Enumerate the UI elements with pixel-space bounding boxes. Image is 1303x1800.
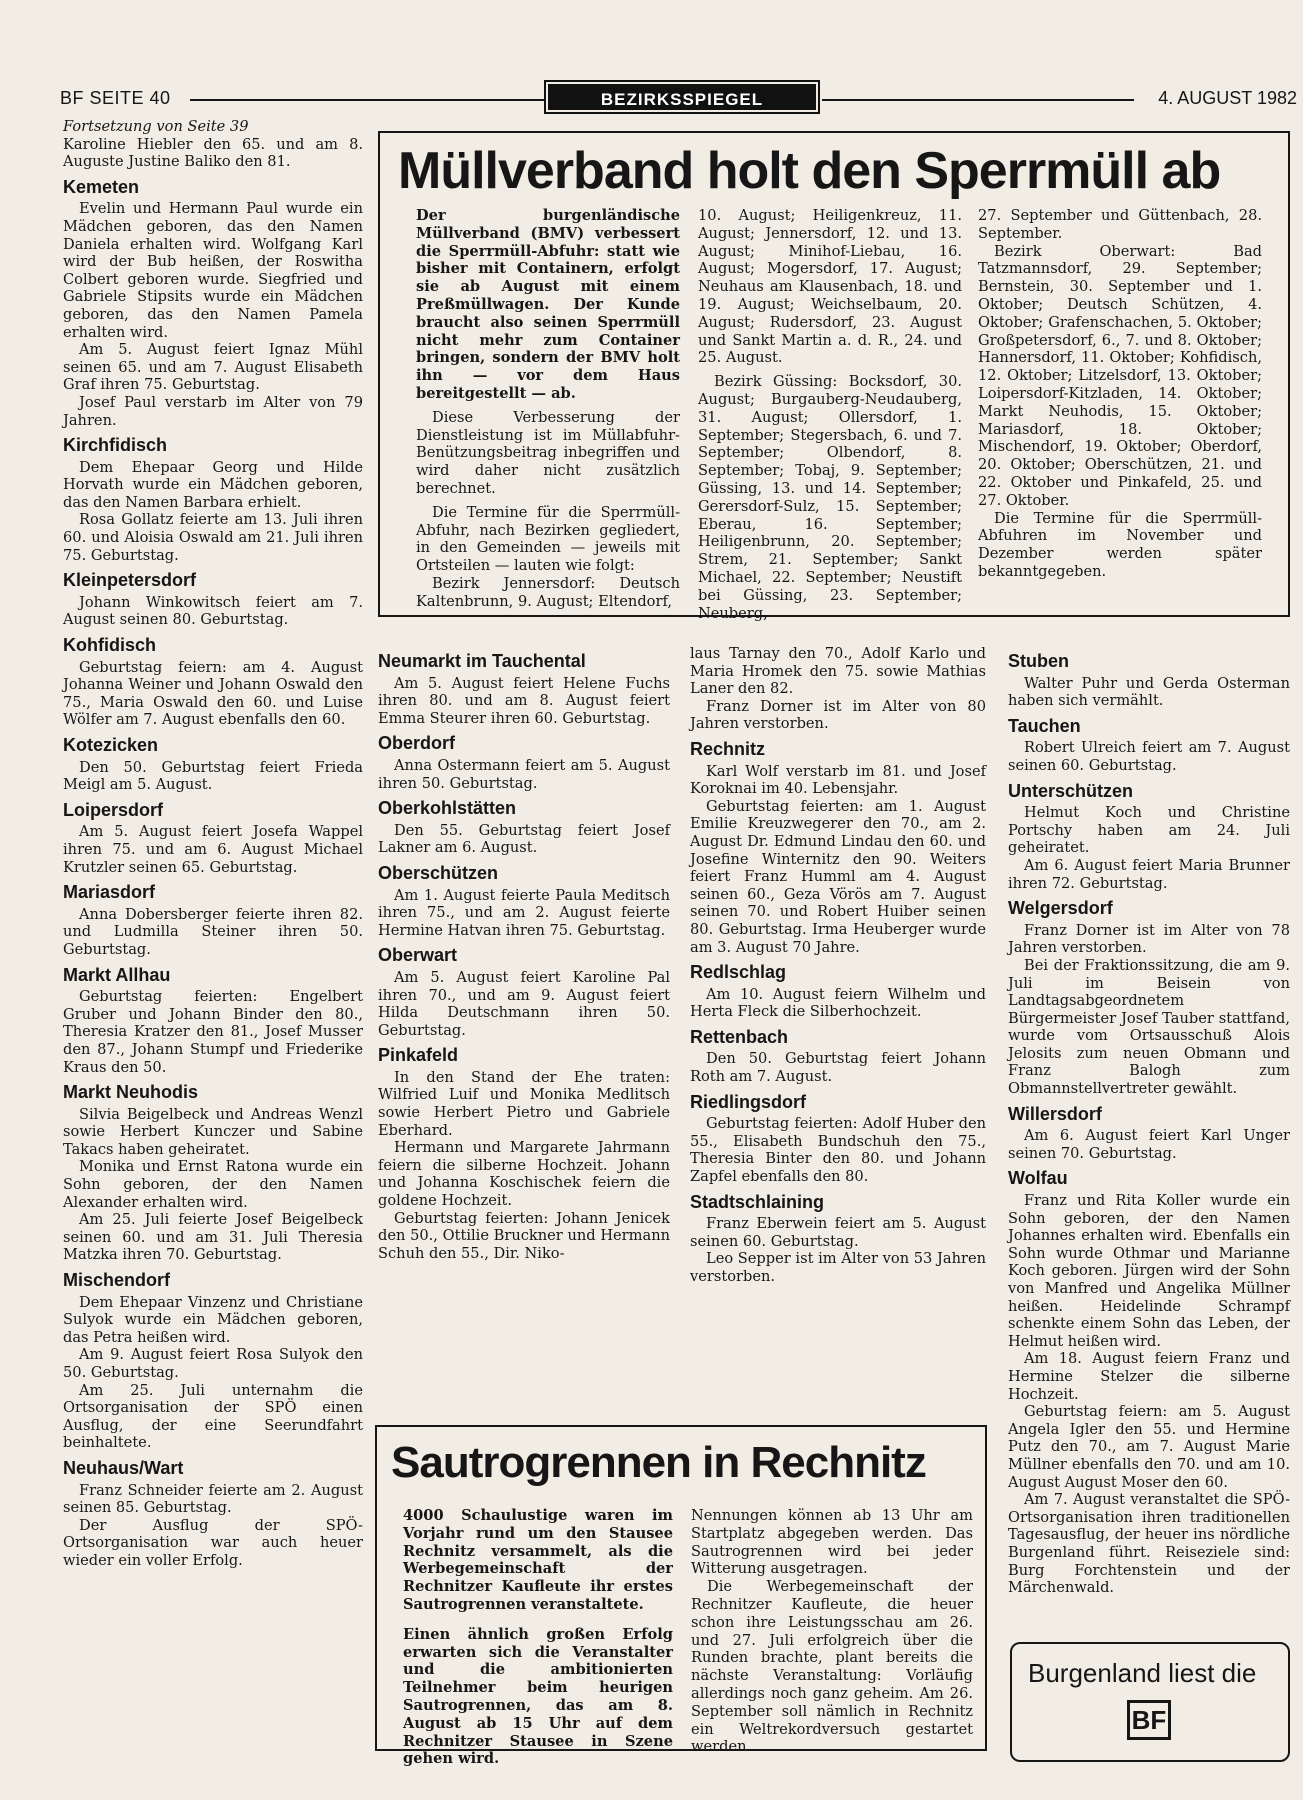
section-badge: BEZIRKSSPIEGEL	[548, 84, 816, 110]
section-heading-loipersdorf: Loipersdorf	[63, 799, 164, 820]
box1-lead: Der burgenländische Müllverband (BMV) verbessert die Sperrmüll-Abfuhr: statt wie bisher mit Containern, erfolgt sie ab August mit einem Preßmüllwagen. Der Kunde braucht also seinen Sperrmüll nicht mehr zum Container bringen, sondern der BMV holt ihn — vor dem Haus bereitgestellt — ab.	[416, 207, 680, 402]
box1-paragraph: Bezirk Jennersdorf: Deutsch Kaltenbrunn, 9. August; Eltendorf,	[416, 574, 680, 610]
section-paragraph: Dem Ehepaar Georg und Hilde Horvath wurde ein Mädchen geboren, das den Namen Barbara erhielt.	[63, 458, 363, 511]
section-paragraph: Geburtstag feierten: am 1. August Emilie Kreuzwegerer den 70., am 2. August Dr. Edmund Lindau den 60. und Josefine Winternitz den 90. Weiters feiert Franz Humml am 4. August seinen 60., Geza Vörös am 7. August seinen 70. und Robert Huiber seinen 80. Geburtstag. Irma Heuberger wurde am 3. August 70 Jahre.	[690, 797, 986, 956]
section-paragraph: Den 50. Geburtstag feiert Frieda Meigl am 5. August.	[63, 758, 363, 794]
section-heading-oberschuetzen: Oberschützen	[378, 862, 499, 883]
column-intro: laus Tarnay den 70., Adolf Karlo und Maria Hromek den 75. sowie Mathias Laner den 82.	[690, 645, 986, 698]
section-paragraph: Geburtstag feierten: Johann Jenicek den 50., Ottilie Bruckner und Hermann Schuh den 55., Dir. Niko-	[378, 1209, 670, 1262]
section-heading-markt-neuhodis: Markt Neuhodis	[63, 1082, 199, 1103]
continuation-note: Fortsetzung von Seite 39	[63, 118, 249, 135]
section-paragraph: Johann Winkowitsch feiert am 7. August seinen 80. Geburtstag.	[63, 593, 363, 629]
section-heading-redlschlag: Redlschlag	[690, 962, 787, 983]
section-heading-wolfau: Wolfau	[1008, 1168, 1068, 1189]
section-paragraph: Dem Ehepaar Vinzenz und Christiane Sulyok wurde ein Mädchen geboren, das Petra heißen wird.	[63, 1293, 363, 1346]
section-heading-oberwart: Oberwart	[378, 945, 458, 966]
section-paragraph: Den 50. Geburtstag feiert Johann Roth am 7. August.	[690, 1050, 986, 1086]
section-paragraph: Anna Dobersberger feierte ihren 82. und Ludmilla Steiner ihren 50. Geburtstag.	[63, 905, 363, 958]
section-paragraph: Anna Ostermann feiert am 5. August ihren 50. Geburtstag.	[378, 756, 670, 792]
section-heading-stadtschlaining: Stadtschlaining	[690, 1191, 825, 1212]
section-heading-kotezicken: Kotezicken	[63, 735, 159, 755]
section-paragraph: Der Ausflug der SPÖ-Ortsorganisation war auch heuer wieder ein voller Erfolg.	[63, 1516, 363, 1569]
header-rule-left	[190, 99, 545, 101]
section-paragraph: Am 7. August veranstaltet die SPÖ-Ortsorganisation ihren traditionellen Tagesausflug, der heuer ins nördliche Burgenland führt. Reiseziele sind: Burg Forchtenstein und der Märchenwald.	[1008, 1491, 1290, 1597]
section-paragraph: Am 25. Juli unternahm die Ortsorganisation der SPÖ einen Ausflug, der eine Seerundfahrt beinhaltete.	[63, 1381, 363, 1452]
section-paragraph: Evelin und Hermann Paul wurde ein Mädchen geboren, das den Namen Daniela erhalten wird. Wolfgang Karl wird der Bub heißen, der Roswitha Colbert geboren wurde. Siegfried und Gabriele Stipsits wurde ein Mädchen geboren, das den Namen Pamela erhalten wird.	[63, 200, 363, 341]
section-heading-pinkafeld: Pinkafeld	[378, 1045, 459, 1066]
box1-paragraph: Die Termine für die Sperrmüll-Abfuhr, nach Bezirken gegliedert, in den Gemeinden — jeweils mit Ortsteilen — lauten wie folgt:	[416, 503, 680, 575]
section-heading-neuhaus-wart: Neuhaus/Wart	[63, 1457, 184, 1478]
box1-paragraph: 27. September und Güttenbach, 28. September.	[978, 207, 1262, 242]
section-paragraph: Franz Schneider feierte am 2. August seinen 85. Geburtstag.	[63, 1481, 363, 1517]
section-paragraph: Geburtstag feiern: am 4. August Johanna Weiner und Johann Oswald den 75., Maria Oswald den 60. und Luise Wölfer am 7. August ebenfalls den 60.	[63, 658, 363, 729]
section-heading-mischendorf: Mischendorf	[63, 1270, 171, 1291]
section-heading-oberkohlstaetten: Oberkohlstätten	[378, 798, 517, 819]
column-intro: Franz Dorner ist im Alter von 80 Jahren verstorben.	[690, 697, 986, 733]
section-paragraph: Am 6. August feiert Maria Brunner ihren 72. Geburtstag.	[1008, 856, 1290, 892]
section-paragraph: Am 5. August feiert Helene Fuchs ihren 80. und am 8. August feiert Emma Steurer ihren 60. Geburtstag.	[378, 674, 670, 727]
column-3	[690, 645, 986, 1286]
box1-paragraph: Die Termine für die Sperrmüll-Abfuhren im November und Dezember werden später bekanntgegeben.	[978, 509, 1262, 580]
section-heading-tauchen: Tauchen	[1008, 715, 1081, 736]
section-heading-markt-allhau: Markt Allhau	[63, 964, 171, 985]
box1-column-3	[978, 207, 1262, 581]
header-rule-right	[822, 99, 1134, 101]
section-heading-riedlingsdorf: Riedlingsdorf	[690, 1091, 806, 1112]
box2-lead: Einen ähnlich großen Erfolg erwarten sich die Veranstalter und die ambitionierten Teilnehmer beim heurigen Sautrogrennen, das am 8. August ab 15 Uhr auf dem Rechnitzer Stausee in Szene gehen wird.	[403, 1625, 673, 1768]
section-heading-neumarkt-im-tauchental: Neumarkt im Tauchental	[378, 651, 586, 671]
section-paragraph: Hermann und Margarete Jahrmann feiern die silberne Hochzeit. Johann und Johanna Koschischek feiern die goldene Hochzeit.	[378, 1139, 670, 1210]
box2-lead: 4000 Schaulustige waren im Vorjahr rund um den Stausee Rechnitz versammelt, als die Werbegemeinschaft der Rechnitzer Kaufleute ihr erstes Sautrogrennen veranstaltete.	[403, 1507, 673, 1613]
box1-column-2	[698, 207, 962, 622]
section-paragraph: Leo Sepper ist im Alter von 53 Jahren verstorben.	[690, 1250, 986, 1285]
section-heading-kohfidisch: Kohfidisch	[63, 635, 156, 656]
section-paragraph: Franz Eberwein feiert am 5. August seinen 60. Geburtstag.	[690, 1215, 986, 1250]
article-box-sautrogrennen	[375, 1425, 987, 1768]
section-paragraph: Robert Ulreich feiert am 7. August seinen 60. Geburtstag.	[1008, 739, 1290, 774]
box2-column-2	[691, 1507, 973, 1756]
column-1	[63, 118, 363, 1570]
section-paragraph: Am 5. August feiert Karoline Pal ihren 70., und am 9. August feiert Hilda Deutschmann ihren 50. Geburtstag.	[378, 968, 670, 1039]
section-paragraph: Silvia Beigelbeck und Andreas Wenzl sowie Herbert Kunczer und Sabine Takacs haben geheiratet.	[63, 1105, 363, 1158]
headline-muellverband: Müllverband holt den Sperrmüll ab	[398, 142, 1221, 200]
issue-date: 4. AUGUST 1982	[1158, 88, 1297, 108]
promo-box	[1010, 1642, 1290, 1762]
section-heading-kirchfidisch: Kirchfidisch	[63, 435, 168, 456]
section-paragraph: Am 5. August feiert Ignaz Mühl seinen 65. und am 7. August Elisabeth Graf ihren 75. Geburtstag.	[63, 341, 363, 394]
section-paragraph: Am 25. Juli feierte Josef Beigelbeck seinen 60. und am 31. Juli Theresia Matzka ihren 70. Geburtstag.	[63, 1211, 363, 1264]
section-paragraph: Am 9. August feiert Rosa Sulyok den 50. Geburtstag.	[63, 1346, 363, 1381]
section-paragraph: Franz und Rita Koller wurde ein Sohn geboren, der den Namen Johannes erhalten wird. Ebenfalls ein Sohn wurde Othmar und Marianne Koch geboren. Jürgen wird der Sohn von Manfred und Angelika Müllner heißen. Heidelinde Schrampf schenkte einem Sohn das Leben, der Helmut heißen wird.	[1008, 1192, 1290, 1350]
column-4	[1008, 645, 1290, 1597]
page-header	[0, 0, 1303, 130]
column-intro: Karoline Hiebler den 65. und am 8. Auguste Justine Baliko den 81.	[63, 135, 363, 171]
section-paragraph: Am 5. August feiert Josefa Wappel ihren 75. und am 6. August Michael Krutzler seinen 65. Geburtstag.	[63, 823, 363, 876]
section-heading-welgersdorf: Welgersdorf	[1008, 898, 1113, 919]
column-2	[378, 645, 670, 1262]
section-paragraph: Franz Dorner ist im Alter von 78 Jahren verstorben.	[1008, 921, 1290, 957]
box1-paragraph: Bezirk Oberwart: Bad Tatzmannsdorf, 29. September; Bernstein, 30. September und 1. Oktober; Deutsch Schützen, 4. Oktober; Grafenschachen, 5. Oktober; Großpetersdorf, 6., 7. und 8. Oktober; Hannersdorf, 11. Oktober; Kohfidisch, 12. Oktober; Litzelsdorf, 13. Oktober; Loipersdorf-Kitzladen, 14. Oktober; Markt Neuhodis, 15. Oktober; Mariasdorf, 18. Oktober; Mischendorf, 19. Oktober; Oberdorf, 20. Oktober; Oberschützen, 21. und 22. Oktober und Pinkafeld, 25. und 27. Oktober.	[978, 242, 1262, 509]
promo-text: Burgenland liest die	[1028, 1658, 1257, 1688]
section-paragraph: Geburtstag feiern: am 5. August Angela Igler den 55. und Hermine Putz den 70., am 7. August Marie Müllner ebenfalls den 70. und am 10. August August Moser den 60.	[1008, 1403, 1290, 1491]
section-heading-rettenbach: Rettenbach	[690, 1026, 789, 1047]
bf-logo: BF	[1127, 1700, 1171, 1740]
section-paragraph: Helmut Koch und Christine Portschy haben am 24. Juli geheiratet.	[1008, 804, 1290, 857]
section-paragraph: In den Stand der Ehe traten: Wilfried Luif und Monika Medlitsch sowie Herbert Pietro und Gabriele Eberhard.	[378, 1068, 670, 1139]
section-paragraph: Josef Paul verstarb im Alter von 79 Jahren.	[63, 393, 363, 429]
section-heading-oberdorf: Oberdorf	[378, 733, 456, 754]
section-heading-kemeten: Kemeten	[63, 176, 140, 197]
section-paragraph: Rosa Gollatz feierte am 13. Juli ihren 60. und Aloisia Oswald am 21. Juli ihren 75. Geburtstag.	[63, 511, 363, 564]
section-paragraph: Am 10. August feiern Wilhelm und Herta Fleck die Silberhochzeit.	[690, 985, 986, 1021]
section-heading-rechnitz: Rechnitz	[690, 738, 766, 759]
section-paragraph: Geburtstag feierten: Adolf Huber den 55., Elisabeth Bundschuh den 75., Theresia Binter den 80. und Johann Zapfel ebenfalls den 80.	[690, 1115, 986, 1186]
section-paragraph: Am 6. August feiert Karl Unger seinen 70. Geburtstag.	[1008, 1127, 1290, 1162]
section-heading-kleinpetersdorf: Kleinpetersdorf	[63, 570, 197, 591]
section-paragraph: Karl Wolf verstarb im 81. und Josef Koroknai im 40. Lebensjahr.	[690, 762, 986, 798]
box1-paragraph: Bezirk Güssing: Bocksdorf, 30. August; Burgauberg-Neudauberg, 31. August; Ollersdorf, 1. September; Stegersbach, 6. und 7. September; Olbendorf, 8. September; Tobaj, 9. September; Güssing, 13. und 14. September; Gerersdorf-Sulz, 15. September; Eberau, 16. September; Heiligenbrunn, 20. September; Strem, 21. September; Sankt Michael, 22. September; Neustift bei Güssing, 23. September; Neuberg,	[698, 373, 962, 622]
section-paragraph: Geburtstag feierten: Engelbert Gruber und Johann Binder den 80., Theresia Kratzer den 81., Josef Musser den 87., Johann Stumpf und Friederike Kraus den 50.	[63, 988, 363, 1076]
section-heading-mariasdorf: Mariasdorf	[63, 882, 156, 903]
headline-sautrogrennen: Sautrogrennen in Rechnitz	[391, 1438, 926, 1487]
box1-column-1	[416, 207, 680, 611]
section-heading-willersdorf: Willersdorf	[1008, 1103, 1102, 1124]
article-box-muellverband	[378, 131, 1290, 622]
section-paragraph: Den 55. Geburtstag feiert Josef Lakner am 6. August.	[378, 821, 670, 857]
section-paragraph: Am 18. August feiern Franz und Hermine Stelzer die silberne Hochzeit.	[1008, 1350, 1290, 1403]
box2-column-1	[403, 1507, 673, 1768]
section-paragraph: Bei der Fraktionssitzung, die am 9. Juli im Beisein von Landtagsabgeordnetem Bürgermeister Josef Tauber stattfand, wurde vom Ortsausschuß Alois Jelosits zum neuen Obmann und Franz Balogh zum Obmannstellvertreter gewählt.	[1008, 956, 1290, 1098]
box2-paragraph: Nennungen können ab 13 Uhr am Startplatz abgegeben werden. Das Sautrogrennen wird bei jeder Witterung ausgetragen.	[691, 1507, 973, 1578]
section-paragraph: Am 1. August feierte Paula Meditsch ihren 75., und am 2. August feierte Hermine Hatvan ihren 75. Geburtstag.	[378, 886, 670, 939]
page-number: BF SEITE 40	[60, 88, 171, 108]
section-paragraph: Monika und Ernst Ratona wurde ein Sohn geboren, der den Namen Alexander erhalten wird.	[63, 1158, 363, 1211]
section-heading-stuben: Stuben	[1008, 651, 1069, 671]
section-heading-unterschuetzen: Unterschützen	[1008, 780, 1134, 801]
box1-paragraph: Diese Verbesserung der Dienstleistung ist im Müllabfuhr-Benützungsbeitrag inbegriffen und wird daher nicht zusätzlich berechnet.	[416, 408, 680, 497]
section-paragraph: Walter Puhr und Gerda Osterman haben sich vermählt.	[1008, 674, 1290, 710]
box2-paragraph: Die Werbegemeinschaft der Rechnitzer Kaufleute, die heuer schon ihre Leistungsschau am 26. und 27. Juli erfolgreich über die Runden brachte, plant bereits die nächste Veranstaltung: Vorläufig allerdings noch ganz geheim. Am 26. September soll nämlich in Rechnitz ein Weltrekordversuch gestartet werden.	[691, 1578, 973, 1756]
box1-paragraph: 10. August; Heiligenkreuz, 11. August; Jennersdorf, 12. und 13. August; Minihof-Liebau, 16. August; Mogersdorf, 17. August; Neuhaus am Klausenbach, 18. und 19. August; Weichselbaum, 20. August; Rudersdorf, 23. August und Sankt Martin a. d. R., 24. und 25. August.	[698, 207, 962, 367]
